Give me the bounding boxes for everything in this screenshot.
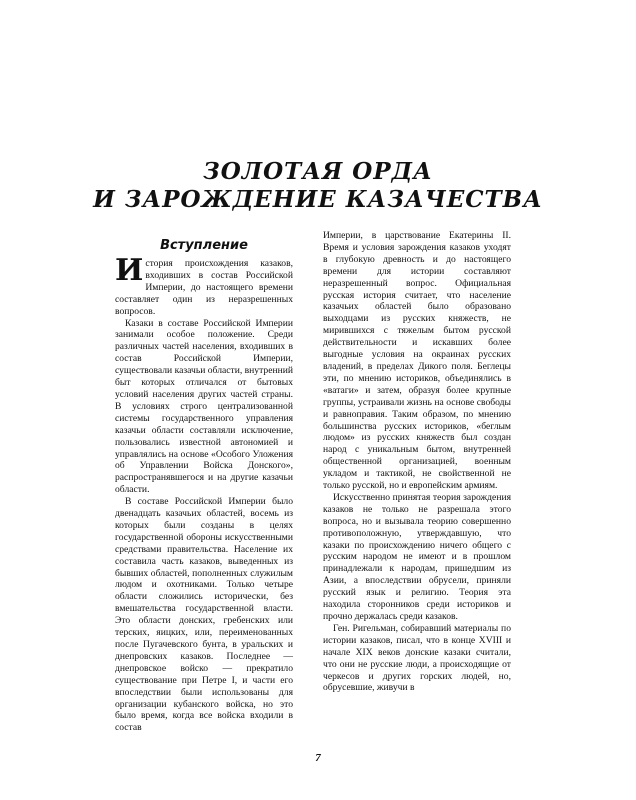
section-heading: Вступление	[160, 238, 248, 253]
chapter-title-line-2: И ЗАРОЖДЕНИЕ КАЗАЧЕСТВА	[93, 186, 543, 213]
paragraph: Казаки в составе Российской Империи занимали особое положение. Среди различных частей населения, входивших в состав Российской Империи, существовали казачьи области, внутренний быт которых отличался от бытовых условий населения других частей страны. В условиях строго централизованной системы государственного управления казачьи области составляли исключение, пользовались известной автономией и управлялись на основе «Особого Уложения об Управлении Войска Донского», распространявшегося и на другие казачьи области.	[115, 317, 293, 496]
paragraph: Ген. Ригельман, собиравший материалы по истории казаков, писал, что в конце XVIII и начале XIX веков донские казаки считали, что они не русские люди, а происходящие от черкесов и других горских людей, но, обрусевшие, живучи в	[323, 622, 511, 694]
right-column	[323, 230, 511, 694]
paragraph-intro-text: стория происхождения казаков, входивших в состав Российской Империи, до настоящего времени составляет один из неразрешенных вопросов.	[115, 258, 293, 317]
paragraph: Искусственно принятая теория зарождения казаков не только не разрешала этого вопроса, но и вызывала теорию совершенно противоположную, утверждавшую, что казаки по происхождению ничего общего с русским народом не имеют и в прошлом принадлежали к народам, пришедшим из Азии, а впоследствии обрусели, приняли русский язык и религию. Теория эта находила сторонников среди историков и прочно держалась среди казаков.	[323, 491, 511, 622]
paragraph-intro	[115, 253, 293, 318]
drop-cap: И	[115, 253, 144, 288]
page-number: 7	[315, 752, 321, 764]
paragraph: Империи, в царствование Екатерины II. Время и условия зарождения казаков уходят в глубокую древность и до настоящего времени для истории составляют неразрешенный вопрос. Официальная русская история считает, что население казачьих областей было образовано выходцами из русских княжеств, не мирившихся с тяжелым бытом русской действительности и искавших более выгодные условия на окраинах русских владений, в пределах Дикого поля. Беглецы эти, по мнению историков, объединялись в «ватаги» и затем, образуя более крупные группы, устраивали жизнь на основе свободы и равноправия. Таким образом, по мнению большинства русских историков, «беглым людом» из русских княжеств был создан народ с уникальным бытом, внутренней общественной организацией, военным укладом и тактикой, не свойственной не только русской, но и европейским армиям.	[323, 230, 511, 492]
left-column	[115, 238, 293, 734]
chapter-title	[0, 158, 636, 214]
chapter-title-line-1: ЗОЛОТАЯ ОРДА	[203, 158, 433, 185]
paragraph: В составе Российской Империи было двенадцать казачьих областей, восемь из которых были созданы в целях государственной обороны искусственными средствами правительства. Население их составила часть казаков, выведенных из бывших областей, пополненных служилым людом и охотниками. Только четыре области сложились исторически, без вмешательства государственной власти. Это области донских, гребенских или терских, яицких, или, переименованных после Пугачевского бунта, в уральских и днепровских казаков. Последнее — днепровское войско — прекратило существование при Петре I, и части его впоследствии были использованы для организации кубанского войска, но это было время, когда все войска входили в состав	[115, 496, 293, 734]
